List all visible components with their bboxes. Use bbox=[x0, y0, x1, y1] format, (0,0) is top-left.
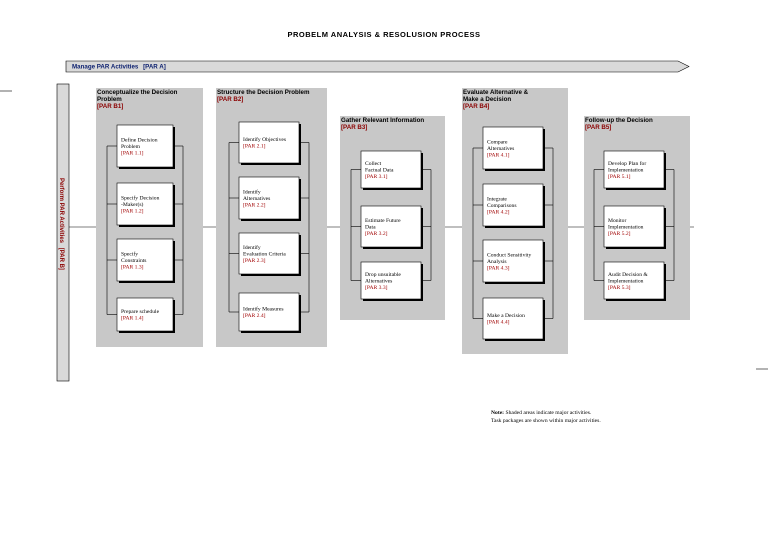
activity-code: [PAR B4] bbox=[463, 103, 490, 110]
task-name: Identify Measures bbox=[243, 306, 284, 313]
activity-title-line: Gather Relevant Information bbox=[341, 117, 425, 124]
task-name: Prepare schedule bbox=[121, 309, 160, 315]
task-code: [PAR 5.1] bbox=[608, 173, 631, 180]
task-code: [PAR 2.2] bbox=[243, 202, 266, 209]
note-label: Note: bbox=[491, 410, 505, 416]
manage-par-label-text: Manage PAR Activities bbox=[72, 63, 139, 71]
task-name: Specify Decision bbox=[121, 195, 160, 202]
task-name: Analysis bbox=[487, 258, 507, 265]
task-name: Identify bbox=[243, 189, 261, 196]
task-code: [PAR 4.4] bbox=[487, 319, 510, 326]
task-name: Implementation bbox=[608, 167, 644, 174]
task-name: Identify bbox=[243, 244, 261, 251]
activity-title-line: Conceptualize the Decision bbox=[97, 89, 178, 96]
task-code: [PAR 3.3] bbox=[365, 284, 388, 291]
activity-title-line: Structure the Decision Problem bbox=[217, 89, 310, 96]
activity-code: [PAR B1] bbox=[97, 103, 124, 110]
activity-title-line: Problem bbox=[97, 96, 122, 103]
activity-title-line: Make a Decision bbox=[463, 96, 512, 103]
task-name: Collect bbox=[365, 160, 382, 167]
task-name: Drop unsuitable bbox=[365, 271, 401, 278]
task-name: Make a Decision bbox=[487, 313, 525, 319]
task-name: Data bbox=[365, 224, 376, 231]
activity-layer bbox=[69, 88, 694, 354]
perform-par-label bbox=[58, 178, 64, 270]
task-code: [PAR 2.1] bbox=[243, 143, 266, 150]
task-code: [PAR 1.4] bbox=[121, 315, 144, 322]
task-code: [PAR 1.3] bbox=[121, 264, 144, 271]
activity-code: [PAR B3] bbox=[341, 124, 368, 131]
task-code: [PAR 3.2] bbox=[365, 230, 388, 237]
task-name: Specify bbox=[121, 251, 139, 258]
manage-par-code: [PAR A] bbox=[143, 63, 166, 71]
task-name: Implementation bbox=[608, 278, 644, 285]
task-name: Conduct Sensitivity bbox=[487, 252, 532, 259]
task-code: [PAR 3.1] bbox=[365, 173, 388, 180]
task-name: Implementation bbox=[608, 224, 644, 231]
perform-par-label-text: Perform PAR Activities bbox=[58, 178, 64, 244]
task-name: Identify Objectives bbox=[243, 137, 287, 143]
perform-par-code: [PAR B] bbox=[58, 247, 64, 270]
task-name: Alternatives bbox=[365, 278, 393, 285]
task-code: [PAR 4.3] bbox=[487, 265, 510, 272]
task-name: Develop Plan for bbox=[608, 160, 647, 167]
note-line-1: Shaded areas indicate major activities. bbox=[505, 410, 592, 416]
task-code: [PAR 1.1] bbox=[121, 150, 144, 157]
task-name: Factual Data bbox=[365, 167, 394, 174]
activity-title-line: Evaluate Alternative & bbox=[463, 89, 529, 96]
task-code: [PAR 5.3] bbox=[608, 284, 631, 291]
task-name: Estimate Future bbox=[365, 217, 401, 224]
task-code: [PAR 5.2] bbox=[608, 230, 631, 237]
task-name: Constraints bbox=[121, 257, 147, 264]
activity-code: [PAR B2] bbox=[217, 96, 244, 103]
task-name: Problem bbox=[121, 143, 140, 150]
task-name: -Maker(s) bbox=[121, 201, 144, 208]
task-code: [PAR 4.2] bbox=[487, 209, 510, 216]
task-name: Define Decision bbox=[121, 137, 158, 144]
note-line-2: Task packages are shown within major activities. bbox=[491, 418, 601, 424]
manage-par-label bbox=[72, 64, 166, 71]
note bbox=[491, 409, 601, 425]
task-name: Evaluation Criteria bbox=[243, 251, 286, 258]
task-name: Integrate bbox=[487, 196, 507, 203]
task-name: Alternatives bbox=[243, 195, 271, 202]
task-code: [PAR 4.1] bbox=[487, 152, 510, 159]
task-name: Compare bbox=[487, 139, 508, 146]
task-code: [PAR 2.3] bbox=[243, 257, 266, 264]
task-name: Audit Decision & bbox=[608, 271, 648, 278]
page-title: PROBELM ANALYSIS & RESOLUSION PROCESS bbox=[287, 30, 481, 39]
activity-code: [PAR B5] bbox=[585, 124, 612, 131]
task-name: Monitor bbox=[608, 217, 627, 224]
task-name: Comparisons bbox=[487, 202, 517, 209]
task-code: [PAR 1.2] bbox=[121, 208, 144, 215]
task-code: [PAR 2.4] bbox=[243, 313, 266, 319]
activity-title-line: Follow-up the Decision bbox=[585, 117, 653, 124]
task-name: Alternatives bbox=[487, 145, 515, 152]
